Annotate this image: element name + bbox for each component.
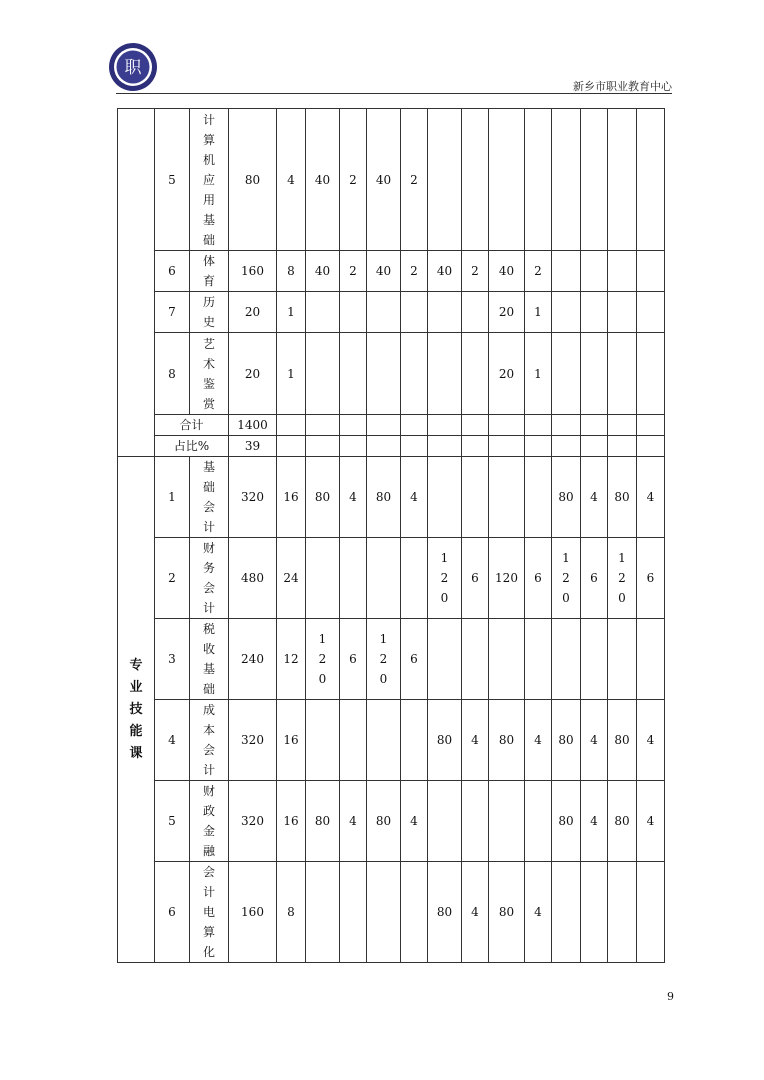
semester-cell: 80 [306,781,340,862]
semester-cell [552,109,581,251]
semester-cell [340,862,367,963]
semester-cell [462,457,489,538]
empty-cell [525,415,552,436]
course-number: 5 [155,781,190,862]
empty-cell [637,415,665,436]
semester-cell [401,292,428,333]
semester-cell [306,700,340,781]
semester-cell [637,862,665,963]
table-row [118,862,665,963]
school-logo [108,42,158,92]
semester-cell [306,292,340,333]
empty-cell [552,436,581,457]
semester-cell [608,862,637,963]
semester-cell [581,292,608,333]
semester-cell [367,333,401,415]
total-hours: 20 [229,292,277,333]
total-hours: 20 [229,333,277,415]
semester-cell [340,292,367,333]
semester-cell: 40 [367,251,401,292]
semester-cell [525,457,552,538]
semester-cell [525,109,552,251]
semester-cell [525,781,552,862]
semester-cell: 2 [401,109,428,251]
semester-cell [306,538,340,619]
semester-cell [462,109,489,251]
empty-cell [581,415,608,436]
semester-cell [462,292,489,333]
credits: 8 [277,862,306,963]
semester-cell [581,862,608,963]
header-organization: 新乡市职业教育中心 [573,80,672,93]
semester-cell: 40 [489,251,525,292]
semester-cell: 80 [552,457,581,538]
semester-cell: 2 [401,251,428,292]
semester-cell: 6 [462,538,489,619]
empty-cell [462,436,489,457]
empty-cell [340,415,367,436]
semester-cell: 80 [428,700,462,781]
semester-cell [637,251,665,292]
semester-cell: 120 [552,538,581,619]
semester-cell [489,619,525,700]
semester-cell: 40 [306,109,340,251]
semester-cell [428,292,462,333]
semester-cell: 20 [489,292,525,333]
semester-cell: 4 [637,457,665,538]
table-row [118,109,665,251]
course-name: 计算机应用基础 [190,109,229,251]
semester-cell [608,619,637,700]
total-hours: 480 [229,538,277,619]
semester-cell [462,619,489,700]
semester-cell: 120 [428,538,462,619]
empty-cell [401,415,428,436]
semester-cell [428,109,462,251]
header-divider [116,93,672,94]
semester-cell: 6 [525,538,552,619]
course-number: 6 [155,251,190,292]
empty-cell [608,415,637,436]
semester-cell [306,862,340,963]
empty-cell [428,415,462,436]
total-hours: 320 [229,700,277,781]
semester-cell: 4 [637,700,665,781]
empty-cell [340,436,367,457]
table-row [118,457,665,538]
semester-cell: 40 [428,251,462,292]
total-hours: 320 [229,781,277,862]
semester-cell [637,333,665,415]
semester-cell [489,457,525,538]
svg-text:职: 职 [124,58,142,78]
empty-cell [489,415,525,436]
total-hours: 320 [229,457,277,538]
credits: 24 [277,538,306,619]
semester-cell: 4 [462,700,489,781]
empty-cell [401,436,428,457]
semester-cell: 40 [306,251,340,292]
total-hours: 80 [229,109,277,251]
semester-cell: 4 [637,781,665,862]
semester-cell: 6 [581,538,608,619]
semester-cell: 1 [525,333,552,415]
semester-cell [462,333,489,415]
empty-cell [489,436,525,457]
semester-cell: 80 [489,700,525,781]
semester-cell: 1 [525,292,552,333]
semester-cell [608,292,637,333]
credits: 16 [277,457,306,538]
total-hours: 240 [229,619,277,700]
semester-cell: 2 [340,109,367,251]
course-number: 3 [155,619,190,700]
semester-cell: 80 [608,700,637,781]
course-name: 体育 [190,251,229,292]
summary-label: 占比% [155,436,229,457]
semester-cell: 4 [525,700,552,781]
course-name: 艺术鉴赏 [190,333,229,415]
semester-cell: 80 [552,700,581,781]
semester-cell [489,781,525,862]
semester-cell: 120 [367,619,401,700]
category-cell: 专业技能课 [118,457,155,963]
semester-cell: 80 [428,862,462,963]
semester-cell: 80 [489,862,525,963]
semester-cell: 6 [401,619,428,700]
course-number: 4 [155,700,190,781]
course-name: 税收基础 [190,619,229,700]
semester-cell [489,109,525,251]
table-row [118,538,665,619]
semester-cell: 4 [525,862,552,963]
empty-cell [367,436,401,457]
course-name: 会计电算化 [190,862,229,963]
semester-cell: 4 [340,781,367,862]
semester-cell [367,862,401,963]
semester-cell: 80 [367,781,401,862]
semester-cell: 120 [608,538,637,619]
semester-cell: 6 [637,538,665,619]
course-name: 成本会计 [190,700,229,781]
semester-cell: 4 [581,781,608,862]
course-name: 历史 [190,292,229,333]
table-row [118,333,665,415]
semester-cell [581,251,608,292]
summary-label: 合计 [155,415,229,436]
course-name: 基础会计 [190,457,229,538]
semester-cell [581,619,608,700]
semester-cell [552,292,581,333]
credits: 16 [277,781,306,862]
semester-cell [401,538,428,619]
semester-cell [581,333,608,415]
page-number: 9 [667,990,674,1003]
credits: 4 [277,109,306,251]
table-row [118,700,665,781]
table-row [118,781,665,862]
semester-cell: 2 [340,251,367,292]
credits: 12 [277,619,306,700]
semester-cell [552,619,581,700]
semester-cell [428,457,462,538]
semester-cell [552,333,581,415]
subtotal-row [118,415,665,436]
course-name: 财政金融 [190,781,229,862]
semester-cell [306,333,340,415]
empty-cell [525,436,552,457]
semester-cell: 40 [367,109,401,251]
semester-cell [637,619,665,700]
total-hours: 160 [229,251,277,292]
semester-cell [552,862,581,963]
total-hours: 160 [229,862,277,963]
semester-cell [428,619,462,700]
course-name: 财务会计 [190,538,229,619]
empty-cell [581,436,608,457]
empty-cell [637,436,665,457]
empty-cell [428,436,462,457]
credits: 1 [277,292,306,333]
semester-cell [637,292,665,333]
table-row [118,251,665,292]
semester-cell [340,333,367,415]
course-number: 2 [155,538,190,619]
semester-cell [428,781,462,862]
empty-cell [306,415,340,436]
semester-cell [367,700,401,781]
semester-cell: 2 [462,251,489,292]
semester-cell [401,862,428,963]
semester-cell [401,333,428,415]
category-cell [118,109,155,457]
semester-cell: 4 [581,457,608,538]
semester-cell [367,292,401,333]
course-number: 6 [155,862,190,963]
semester-cell: 4 [401,457,428,538]
semester-cell: 6 [340,619,367,700]
semester-cell: 80 [306,457,340,538]
semester-cell [428,333,462,415]
summary-hours: 39 [229,436,277,457]
semester-cell: 4 [462,862,489,963]
course-number: 1 [155,457,190,538]
semester-cell [637,109,665,251]
semester-cell: 80 [367,457,401,538]
semester-cell [401,700,428,781]
semester-cell: 80 [608,781,637,862]
course-number: 5 [155,109,190,251]
semester-cell: 120 [489,538,525,619]
empty-cell [608,436,637,457]
semester-cell [608,333,637,415]
empty-cell [277,415,306,436]
semester-cell [462,781,489,862]
empty-cell [462,415,489,436]
semester-cell [552,251,581,292]
empty-cell [552,415,581,436]
semester-cell: 2 [525,251,552,292]
summary-hours: 1400 [229,415,277,436]
semester-cell [608,251,637,292]
semester-cell [608,109,637,251]
empty-cell [277,436,306,457]
credits: 16 [277,700,306,781]
course-schedule-table [117,108,665,963]
semester-cell [340,700,367,781]
semester-cell [581,109,608,251]
empty-cell [367,415,401,436]
ratio-row [118,436,665,457]
semester-cell: 20 [489,333,525,415]
credits: 8 [277,251,306,292]
credits: 1 [277,333,306,415]
semester-cell: 80 [552,781,581,862]
semester-cell: 80 [608,457,637,538]
empty-cell [306,436,340,457]
course-number: 8 [155,333,190,415]
semester-cell: 120 [306,619,340,700]
semester-cell [525,619,552,700]
semester-cell: 4 [401,781,428,862]
table-row [118,292,665,333]
semester-cell: 4 [581,700,608,781]
course-number: 7 [155,292,190,333]
semester-cell [367,538,401,619]
semester-cell: 4 [340,457,367,538]
table-row [118,619,665,700]
semester-cell [340,538,367,619]
